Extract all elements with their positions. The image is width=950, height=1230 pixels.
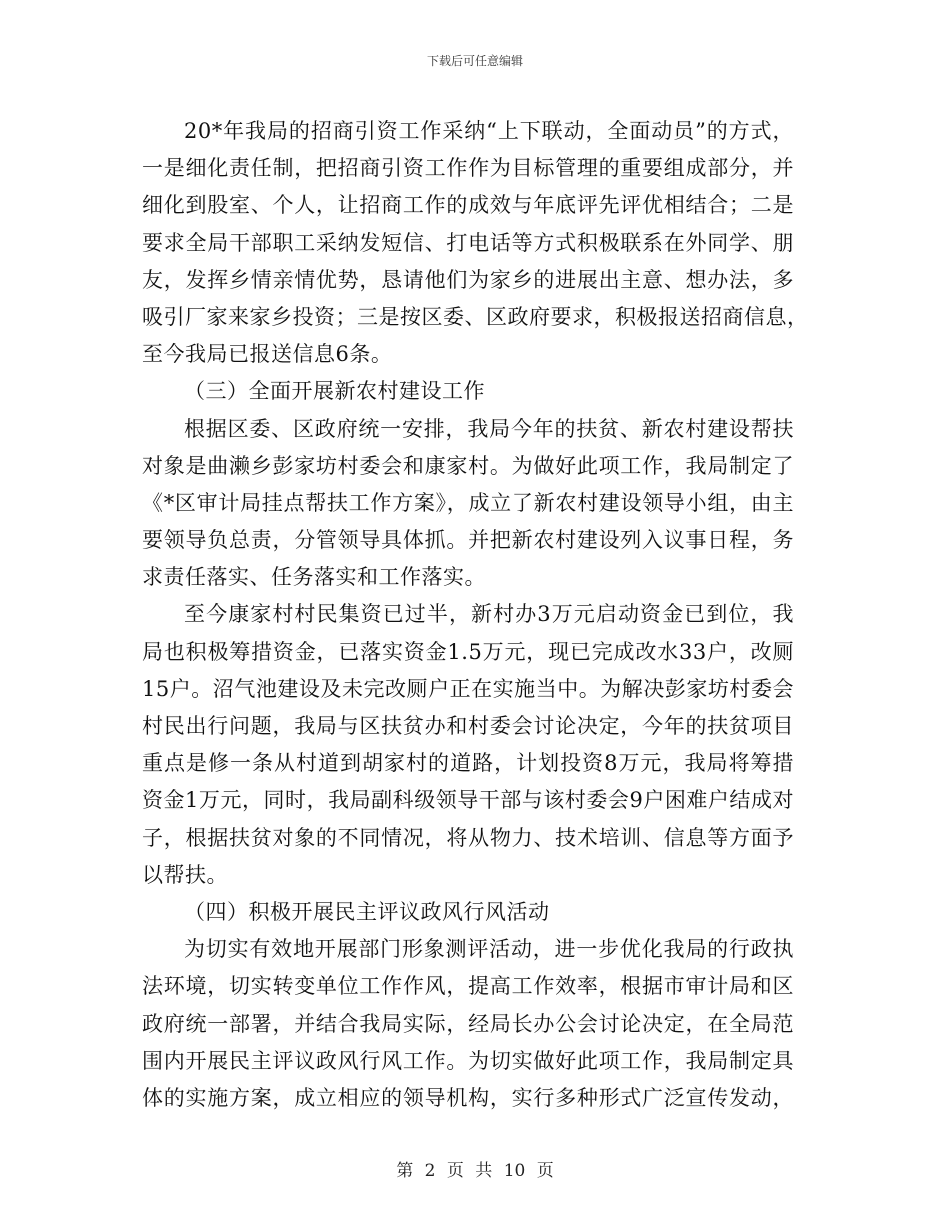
document-body — [142, 113, 809, 1117]
section-heading: （三）全面开展新农村建设工作 — [184, 379, 485, 404]
paragraph-line: 资金1万元，同时，我局副科级领导干部与该村委会9户困难户结成对 — [142, 788, 794, 813]
paragraph-line: 村民出行问题，我局与区扶贫办和村委会讨论决定，今年的扶贫项目 — [142, 714, 794, 738]
paragraph-line: 重点是修一条从村道到胡家村的道路，计划投资8万元，我局将筹措 — [142, 751, 794, 776]
paragraph-line: 至今康家村村民集资已过半，新村办3万元启动资金已到位，我 — [184, 602, 794, 627]
paragraph-line: 局也积极筹措资金，已落实资金1.5万元，现已完成改水33户，改厕 — [142, 639, 794, 664]
paragraph-line: 至今我局已报送信息6条。 — [142, 342, 393, 367]
paragraph-line: 为切实有效地开展部门形象测评活动，进一步优化我局的行政执 — [184, 937, 794, 962]
paragraph-line: 子，根据扶贫对象的不同情况，将从物力、技术培训、信息等方面予 — [142, 825, 794, 850]
paragraph-line: 以帮扶。 — [142, 862, 228, 887]
paragraph-line: 20*年我局的招商引资工作采纳“上下联动，全面动员”的方式， — [184, 119, 794, 143]
paragraph-line: 对象是曲濑乡彭家坊村委会和康家村。为做好此项工作，我局制定了 — [142, 453, 794, 478]
paragraph-line: 体的实施方案，成立相应的领导机构，实行多种形式广泛宣传发动， — [142, 1085, 794, 1110]
paragraph-line: 围内开展民主评议政风行风工作。为切实做好此项工作，我局制定具 — [142, 1048, 794, 1073]
paragraph-line: 15户。沼气池建设及未完改厕户正在实施当中。为解决彭家坊村委会 — [142, 676, 794, 701]
paragraph-line: 法环境，切实转变单位工作作风，提高工作效率，根据市审计局和区 — [142, 974, 794, 999]
paragraph-line: 政府统一部署，并结合我局实际，经局长办公会讨论决定，在全局范 — [142, 1011, 794, 1036]
header-note: 下载后可任意编辑 — [426, 54, 523, 68]
paragraph-line: 《*区审计局挂点帮扶工作方案》，成立了新农村建设领导小组，由主 — [142, 490, 794, 515]
page-footer: 第 2 页 共 10 页 — [396, 1161, 554, 1181]
paragraph-line: 求责任落实、任务落实和工作落实。 — [142, 565, 486, 590]
section-heading: （四）积极开展民主评议政风行风活动 — [184, 899, 550, 924]
paragraph-line: 要求全局干部职工采纳发短信、打电话等方式积极联系在外同学、朋 — [142, 230, 794, 255]
paragraph-line: 吸引厂家来家乡投资；三是按区委、区政府要求，积极报送招商信息， — [142, 304, 809, 329]
paragraph-line: 根据区委、区政府统一安排，我局今年的扶贫、新农村建设帮扶 — [184, 416, 794, 441]
paragraph-line: 要领导负总责，分管领导具体抓。并把新农村建设列入议事日程，务 — [142, 528, 794, 553]
paragraph-line: 细化到股室、个人，让招商工作的成效与年底评先评优相结合；二是 — [142, 193, 794, 218]
paragraph-line: 友，发挥乡情亲情优势，恳请他们为家乡的进展出主意、想办法，多 — [142, 267, 794, 292]
paragraph-line: 一是细化责任制，把招商引资工作作为目标管理的重要组成部分，并 — [142, 156, 794, 181]
